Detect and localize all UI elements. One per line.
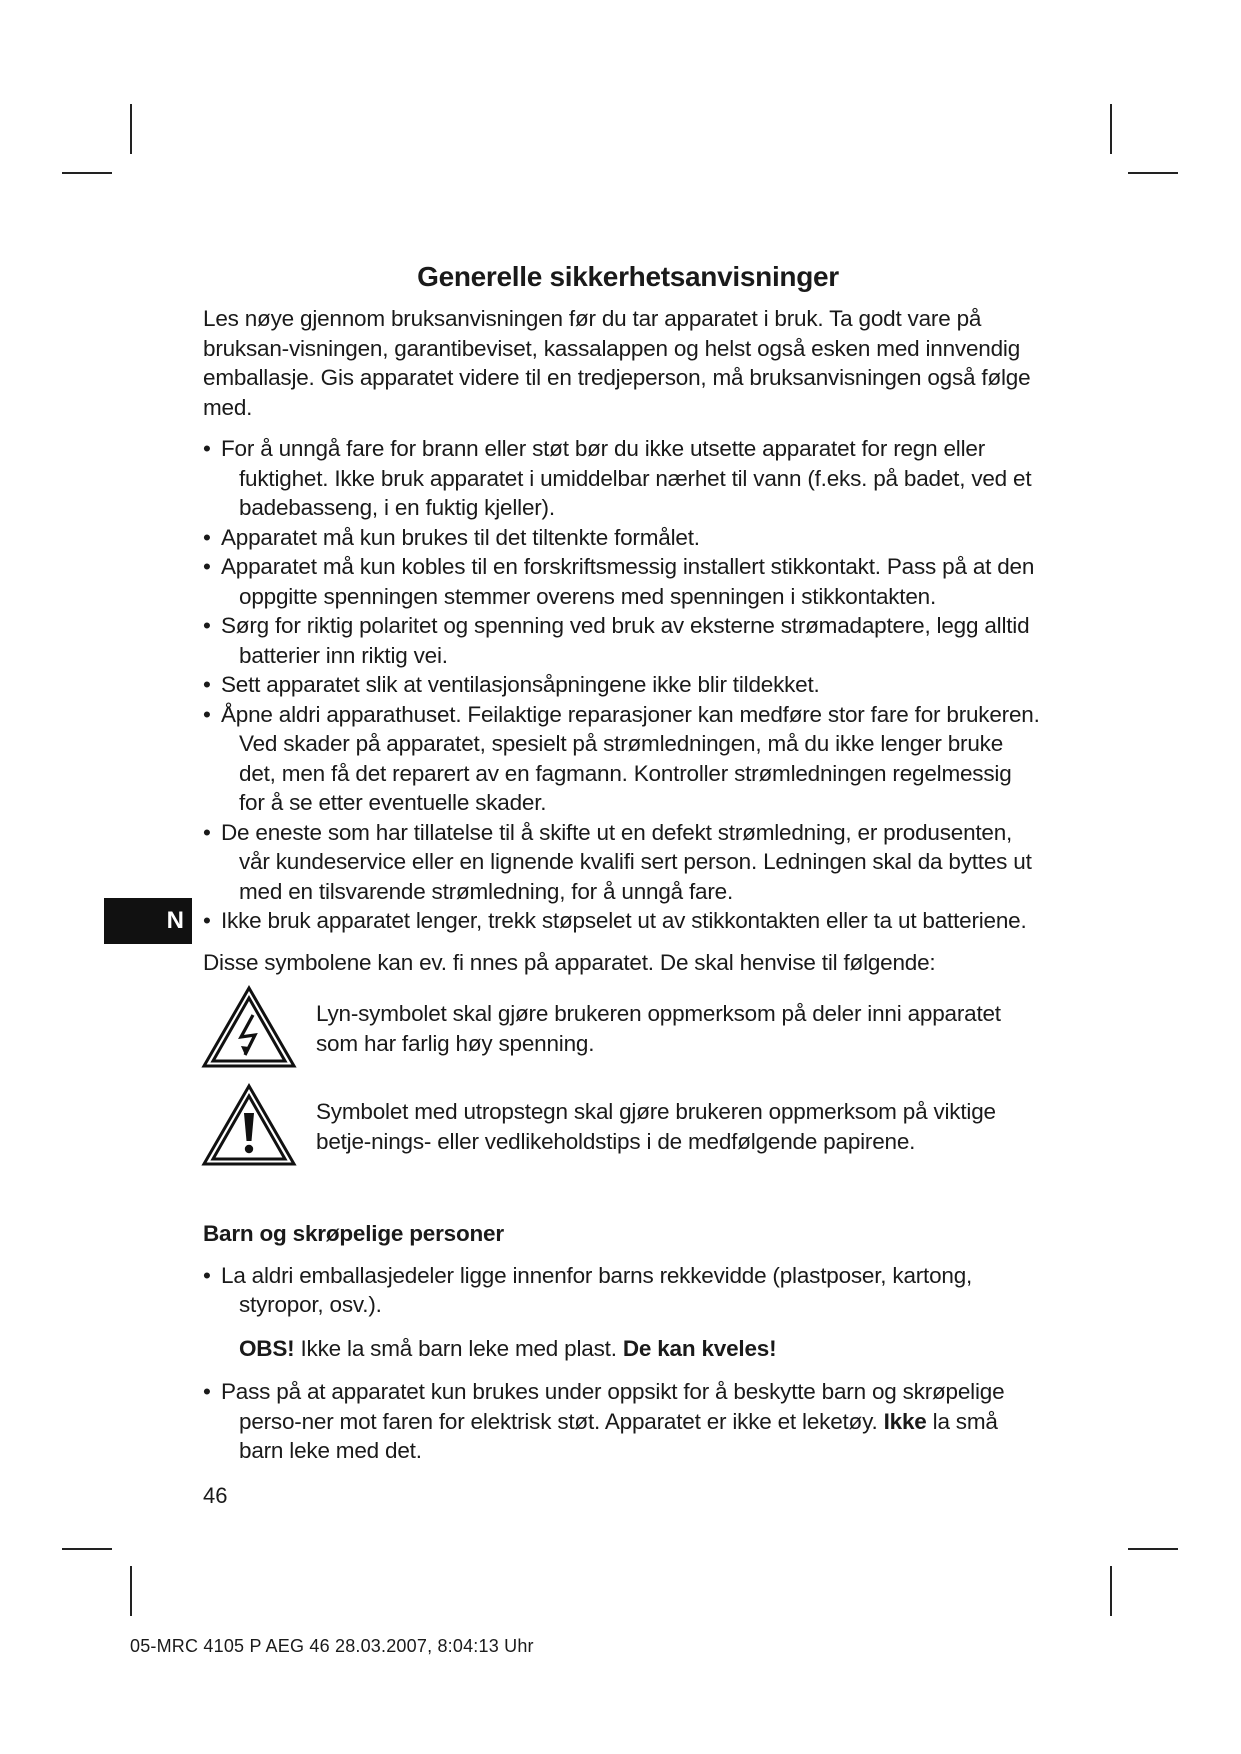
symbols-intro: Disse symbolene kan ev. fi nnes på apparatet. De skal henvise til følgende:: [203, 949, 936, 975]
intro-paragraph: Les nøye gjennom bruksanvisningen før du tar apparatet i bruk. Ta godt vare på bruksan-visningen, garantibeviset, kassalappen og helst også esken med innvendig emballasje. Gis apparatet videre til en tredjeperson, må bruksanvisningen også følge med.: [203, 306, 1031, 420]
list-item-text: Pass på at apparatet kun brukes under oppsikt for å beskytte barn og skrøpelige perso-ner mot faren for elektrisk støt. Apparatet er ikke et leketøy.: [221, 1379, 1005, 1434]
list-item: [203, 1377, 1043, 1466]
list-item: • Sørg for riktig polaritet og spenning ved bruk av eksterne strømadaptere, legg alltid batterier inn riktig vei.: [203, 611, 1043, 670]
crop-mark: [62, 172, 112, 174]
children-list-2: [203, 1377, 1043, 1466]
lightning-warning-icon: [201, 985, 297, 1069]
page-title: Generelle sikkerhetsanvisninger: [417, 261, 839, 292]
symbol-description: Symbolet med utropstegn skal gjøre brukeren oppmerksom på viktige betje-nings- eller vedlikeholdstips i de medfølgende papirene.: [316, 1099, 996, 1154]
safety-list: [203, 434, 1043, 936]
list-item: • De eneste som har tillatelse til å skifte ut en defekt strømledning, er produsenten, vår kundeservice eller en lignende kvalifi sert person. Ledningen skal da byttes ut med en tilsvarende strømledning, for å unngå fare.: [203, 818, 1043, 907]
print-footer: 05-MRC 4105 P AEG 46 28.03.2007, 8:04:13 Uhr: [130, 1636, 534, 1656]
list-item: • Ikke bruk apparatet lenger, trekk støpselet ut av stikkontakten eller ta ut batteriene.: [203, 906, 1043, 936]
list-item-emphasis: Ikke: [883, 1408, 927, 1434]
list-item: • Apparatet må kun kobles til en forskriftsmessig installert stikkontakt. Pass på at den oppgitte spenningen stemmer overens med spenningen i stikkontakten.: [203, 552, 1043, 611]
crop-mark: [1128, 172, 1178, 174]
children-list: [203, 1261, 1043, 1320]
warning-note: [203, 1334, 1043, 1364]
page-number: 46: [203, 1483, 228, 1508]
list-item: • Sett apparatet slik at ventilasjonsåpningene ikke blir tildekket.: [203, 670, 1043, 700]
symbol-list: [203, 999, 1043, 1177]
exclamation-warning-icon: [201, 1083, 297, 1167]
list-item: • For å unngå fare for brann eller støt bør du ikke utsette apparatet for regn eller fuktighet. Ikke bruk apparatet i umiddelbar nærhet til vann (f.eks. på badet, ved et badebasseng, i en fuktig kjeller).: [203, 434, 1043, 523]
crop-mark: [1110, 1566, 1112, 1616]
note-label: OBS!: [239, 1335, 295, 1361]
crop-mark: [1110, 104, 1112, 154]
list-item: • Åpne aldri apparathuset. Feilaktige reparasjoner kan medføre stor fare for brukeren. Ved skader på apparatet, spesielt på strømledningen, må du ikke lenger bruke det, men få det reparert av en fagmann. Kontroller strømledningen regelmessig for å se etter eventuelle skader.: [203, 700, 1043, 818]
note-emphasis: De kan kveles!: [622, 1335, 777, 1361]
symbol-description: Lyn-symbolet skal gjøre brukeren oppmerksom på deler inni apparatet som har farlig høy spenning.: [316, 1001, 1001, 1056]
symbol-row-lightning: [203, 999, 1043, 1079]
list-item: • Apparatet må kun brukes til det tiltenkte formålet.: [203, 523, 1043, 553]
symbol-row-exclamation: [203, 1097, 1043, 1177]
note-text: Ikke la små barn leke med plast.: [294, 1335, 623, 1361]
crop-mark: [62, 1548, 112, 1550]
crop-mark: [130, 1566, 132, 1616]
list-item-text: la små barn leke med det.: [239, 1408, 998, 1463]
crop-mark: [1128, 1548, 1178, 1550]
language-tab: N: [104, 898, 192, 944]
page-content: [203, 258, 1043, 1466]
crop-mark: [130, 104, 132, 154]
list-item: • La aldri emballasjedeler ligge innenfor barns rekkevidde (plastposer, kartong, styropor, osv.).: [203, 1261, 1043, 1320]
section-heading: Barn og skrøpelige personer: [203, 1221, 504, 1246]
